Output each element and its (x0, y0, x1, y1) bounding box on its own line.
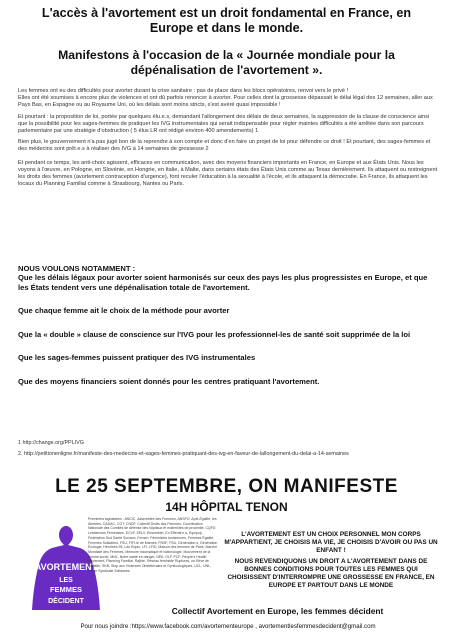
paragraph: Et pendant ce temps, les anti-choix agissent, efficaces en communication, avec des moyens financiers importants en France, en Europe et aux États Unis. Nous les voyons à l'œuvre, en Pologne, en Slovénie, en Hongrie, en Italie, à Malte, dans certains états des États Unis comme au Texas dernièrement. Ils attaquent ou restreignent les droits des femmes (avortement contraception d'urgence), font reculer l'éducation à la sexualité à l'école, et ils attaquent la démocratie. En France, ils attaquent les locaux du Planning Familial comme à Strasbourg, Nantes ou Paris. (18, 159, 438, 188)
signatories: Premières signataires : ANCIC, Assemblée des Femmes, ANSFO, Apel-Égalité, les Alertées, CADAC, CGT, CNDF, Collectif Droits des Femmes, Coordination Nationale des Comités de défense des hôpitaux et maternités de proximité, CQFD Lesbiennes Féministes, ECVF, EELV, Ensemble!, En Effectif.e.s, Equipop, Fédération Sud Santé Sociaux, Femen, Féministes tunisiennes, Femmes Égalité, Femmes Solidaires, FSU, FIFI-le de Marnes, FNSF, FSU, Génération.s, Génération Écologie, Héroïnes 95, Las Rojas, LFI, LFID, Maison des femmes de Paris, Marche Mondiale des Femmes, Mémoire traumatique et victimologie, Mouvement de la femme kurde, MNL, Notre santé en danger, NPA, OLF, PCF, People's Health Movement, Planning Familial, Rajfire, Réseau féministe Ruptures, un Rêve de Parfaite, SKB, Stop aux Violences Obstétricales et Gynécologiques, UCL, UNL, Union Syndicale Solidaires (88, 517, 218, 573)
main-heading-line-1: L'accès à l'avortement est un droit fondamental en France, en (41, 6, 412, 20)
demand-item: Que les sages-femmes puissent pratiquer des IVG instrumentales (18, 353, 256, 362)
sub-heading-line-2: dépénalisation de l'avortement ». (130, 63, 323, 77)
event-date: LE 25 SEPTEMBRE, ON MANIFESTE (55, 476, 398, 497)
sub-heading-line-1: Manifestons à l'occasion de la « Journée mondiale pour la (58, 48, 395, 62)
reference-2: 2. http://petitionenligne.fr/manifeste-des-medecins-et-sages-femmes-pratiquant-des-ivg-en-faveur-de-lallongement-du-delai-a-14-semaines (18, 451, 349, 457)
demands-title: NOUS VOULONS NOTAMMENT : (18, 264, 136, 273)
slogans (222, 531, 440, 593)
demand-item: Que des moyens financiers soient donnés pour les centres pratiquant l'avortement. (18, 376, 320, 386)
paragraph: Bien plus, le gouvernement n'a pas jugé bon de la reprendre à son compte et donc d'en faire un projet de loi pour défendre ce droit ! Et pourtant, des sages-femmes et des médecins sont prêt.e.s à réaliser des IVG à 14 semaines de grossesse 2 (18, 139, 431, 153)
main-heading (18, 6, 435, 36)
paragraph: Elles ont été soumises à encore plus de violences et ont dû parfois renoncer à avorter. Pour celles dont la grossesse dépassait le délai légal des 12 semaines, aller aux Pays Bas, en Espagne ou au Royaume Uni, où les délais sont moins stricts, s'est avéré quasi impossible ! (18, 95, 433, 109)
paragraph: Les femmes ont eu des difficultés pour avorter durant la crise sanitaire : pas de place dans les blocs opératoires, renvoi vers le privé ! (18, 88, 349, 94)
paragraph: Et pourtant : la proposition de loi, portée par quelques élu.e.s, demandant l'allongement des délais de deux semaines, la suppression de la clause de conscience ainsi que la possibilité pour les sages-femmes de pratiquer les IVG instrumentales qui serait indispensable pour régler maintes difficultés a été arrêtée dans son parcours parlementaire par une stratégie d'obstruction ( 5 élus LR ont rédigé environ 400 amendements) 1 (18, 113, 430, 135)
demand-item: Que chaque femme ait le choix de la méthode pour avorter (18, 306, 230, 315)
references (18, 440, 438, 462)
slogan-1: L'AVORTEMENT EST UN CHOIX PERSONNEL MON CORPS M'APPARTIENT, JE CHOISIS MA VIE, JE CHOISIS D'AVOIR OU PAS UN ENFANT ! (224, 531, 438, 554)
event-place: 14H HÔPITAL TENON (165, 500, 288, 514)
contact-footer: Pour nous joindre :https://www.facebook.com/avortementeurope , avortementlesfemmesdecident@gmail.com (80, 623, 376, 630)
sub-heading (22, 48, 431, 78)
demands-section (18, 264, 438, 386)
reference-1: 1 http://change.org/PPLIVG (18, 440, 84, 446)
logo-text-mid: LES (59, 577, 73, 584)
logo-text-last: DÉCIDENT (48, 598, 84, 605)
demand-item: Que les délais légaux pour avorter soient harmonisés sur ceux des pays les plus progressistes en Europe, et que les États tendent vers une dépénalisation totale de l'avortement. (18, 273, 428, 292)
slogan-2: NOUS REVENDIQUONS UN DROIT A L'AVORTEMENT DANS DE BONNES CONDITIONS POUR TOUTES LES FEMMES QUI CHOISISSENT D'INTERROMPRE UNE GROSSESSE EN FRANCE, EN EUROPE ET PARTOUT DANS LE MONDE (227, 558, 435, 589)
body-text (18, 88, 438, 192)
demand-item: Que la « double » clause de conscience sur l'IVG pour les professionnel-les de santé soit supprimée de la loi (18, 329, 411, 339)
logo-text-top: AVORTEMENT (34, 562, 98, 572)
main-heading-line-2: Europe et dans le monde. (149, 21, 304, 35)
logo-text-bottom: FEMMES (49, 585, 83, 594)
collectif-name: Collectif Avortement en Europe, les femmes décident (171, 606, 384, 616)
